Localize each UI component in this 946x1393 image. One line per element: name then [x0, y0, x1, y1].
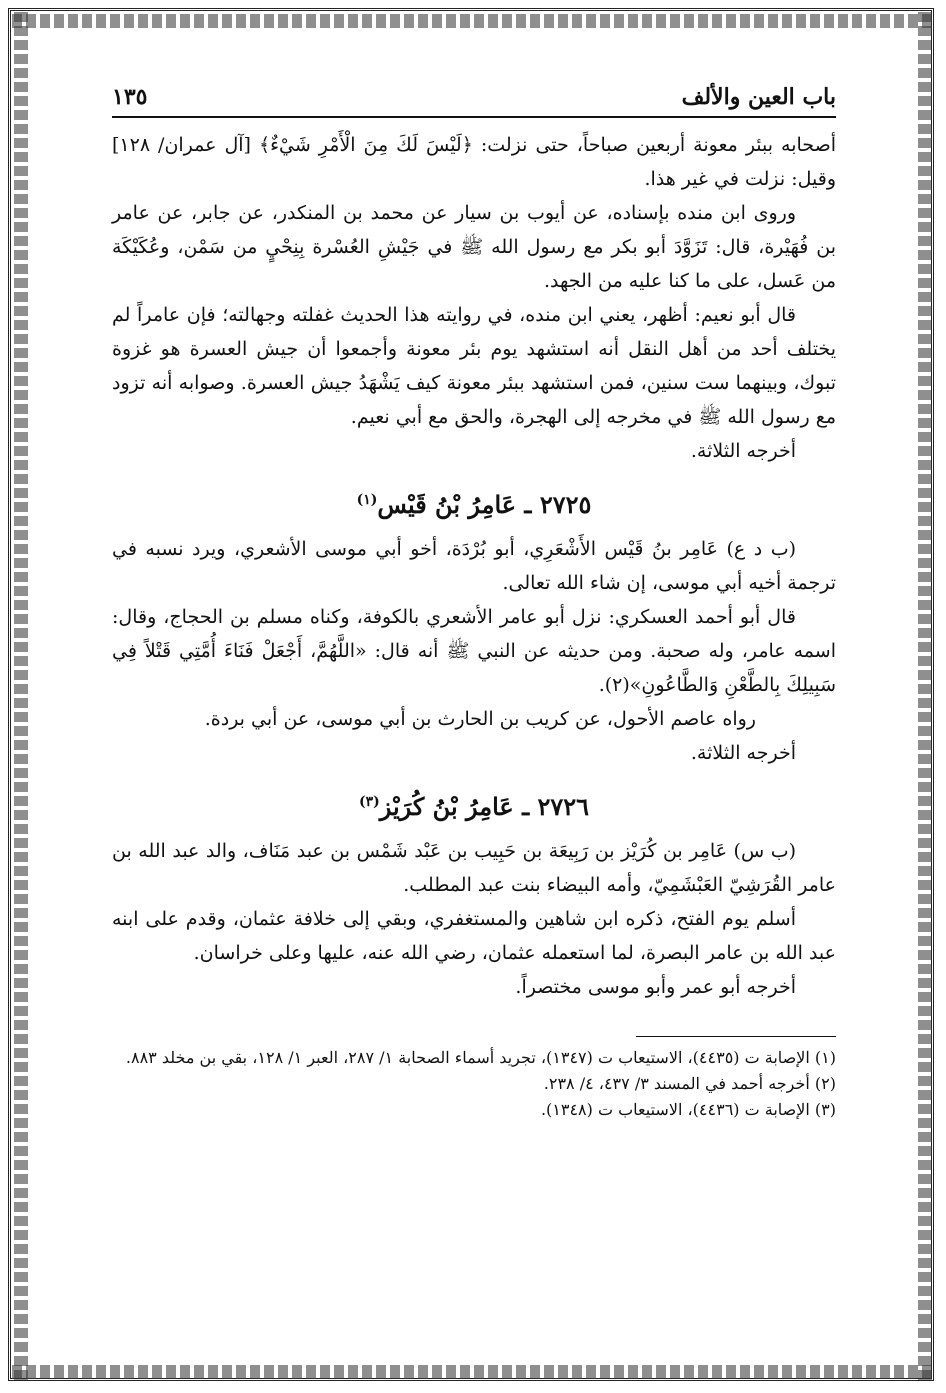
paragraph: أخرجه أبو عمر وأبو موسى مختصراً. — [515, 976, 796, 998]
entry-title-text: ٢٧٢٦ ـ عَامِرُ بْنُ كُرَيْز — [379, 792, 590, 821]
border-ornament-right — [918, 12, 932, 1381]
footnote: (٣) الإصابة ت (٤٤٣٦)، الاستيعاب ت (١٣٤٨). — [540, 1100, 836, 1119]
page-content — [112, 70, 836, 1353]
paragraph: قال أبو نعيم: أظهر، يعني ابن منده، في روايته هذا الحديث غفلته وجهالته؛ فإن عامراً لم يختلف أحد من أهل النقل أنه استشهد يوم بئر معونة وأجمعوا أن جيش العسرة هو غزوة تبوك، وبينهما ست سنين، فمن استشهد ببئر معونة كيف يَشْهَدُ جيش العسرة. وصوابه أنه تزود مع رسول الله ﷺ في مخرجه إلى الهجرة، والحق مع أبي نعيم. — [112, 304, 836, 428]
paragraph: رواه عاصم الأحول، عن كريب بن الحارث بن أبي موسى، عن أبي بردة. — [204, 708, 756, 730]
entry-title-text: ٢٧٢٥ ـ عَامِرُ بْنُ قَيْس — [377, 490, 592, 519]
footnote-ref: (٣) — [358, 794, 380, 810]
page-number: ١٣٥ — [112, 84, 148, 110]
continued-section — [112, 128, 836, 468]
paragraph: وروى ابن منده بإسناده، عن أيوب بن سيار عن محمد بن المنكدر، عن جابر، عن عامر بن فُهَيْرة، قال: تَزَوَّدَ أبو بكر مع رسول الله ﷺ في جَيْشِ العُسْرة بِنِحْيٍ من سَمْن، وعُكَيْكَة من عَسل، على ما كنا عليه من الجهد. — [112, 202, 836, 292]
footnote-divider — [636, 1036, 836, 1037]
paragraph: (ب د ع) عَامِر بنُ قَيْس الأَشْعَرِي، أبو بُرْدَة، أخو أبي موسى الأشعري، ويرد نسبه في ترجمة أخيه أبي موسى، إن شاء الله تعالى. — [112, 538, 836, 594]
border-ornament-top — [12, 14, 934, 28]
running-header — [112, 70, 836, 118]
paragraph: أصحابه ببئر معونة أربعين صباحاً، حتى نزلت: ﴿لَيْسَ لَكَ مِنَ الْأَمْرِ شَيْءٌ﴾ [آل عمران/ ١٢٨] وقيل: نزلت في غير هذا. — [112, 134, 836, 190]
paragraph: أخرجه الثلاثة. — [690, 440, 796, 462]
chapter-title: باب العين والألف — [681, 84, 836, 110]
entry-2725-body — [112, 532, 836, 770]
paragraph: أخرجه الثلاثة. — [690, 742, 796, 764]
footnotes — [112, 1036, 836, 1123]
footnote-ref: (١) — [356, 492, 378, 508]
border-ornament-left — [14, 12, 28, 1381]
paragraph: (ب س) عَامِر بن كُرَيْز بن رَبِيعَة بن حَبِيب بن عَبْد شَمْس بن عبد مَنَاف، والد عبد الله بن عامر القُرَشِيّ العَبْشَمِيّ، وأمه البيضاء بنت عبد المطلب. — [112, 840, 836, 896]
border-ornament-bottom — [12, 1365, 934, 1379]
entry-2726-body — [112, 834, 836, 1004]
entry-heading-2726 — [112, 792, 836, 826]
paragraph: أسلم يوم الفتح، ذكره ابن شاهين والمستغفري، وبقي إلى خلافة عثمان، وقدم على ابنه عبد الله بن عامر البصرة، لما استعمله عثمان، رضي الله عنه، عليها وعلى خراسان. — [112, 908, 836, 964]
footnote: (٢) أخرجه أحمد في المسند ٣/ ٤٣٧، ٤/ ٢٣٨. — [543, 1074, 836, 1093]
entry-heading-2725 — [112, 490, 836, 524]
paragraph: قال أبو أحمد العسكري: نزل أبو عامر الأشعري بالكوفة، وكناه مسلم بن الحجاج، وقال: اسمه عامر، وله صحبة. ومن حديثه عن النبي ﷺ أنه قال: «اللَّهُمَّ، أَجْعَلْ فَنَاءَ أُمَّتِي قَتْلاً فِي سَبِيلِكَ بِالطَّعْنِ وَالطَّاعُونِ»(٢). — [112, 606, 836, 696]
footnote: (١) الإصابة ت (٤٤٣٥)، الاستيعاب ت (١٣٤٧)، تجريد أسماء الصحابة ١/ ٢٨٧، العبر ١/ ١٢٨، بقي بن مخلد ٨٨٣. — [125, 1048, 836, 1067]
